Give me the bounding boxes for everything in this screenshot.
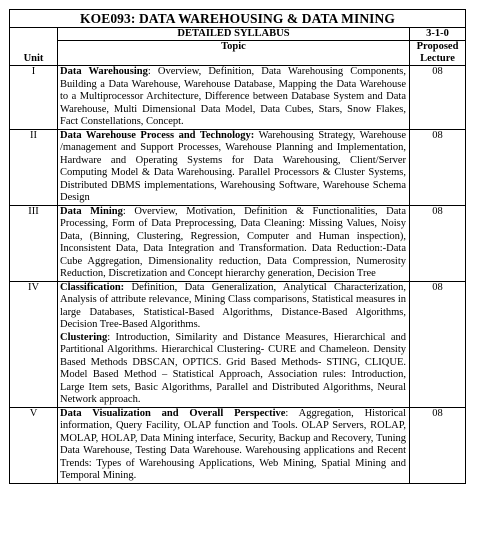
unit-number: IV bbox=[10, 281, 58, 407]
ltp-heading: 3-1-0 bbox=[410, 28, 466, 41]
syllabus-table bbox=[9, 9, 466, 484]
unit-row bbox=[10, 407, 466, 483]
topic-text: : Overview, Motivation, Definition & Functionalities, Data Processing, Form of Data Preprocessing, Data Cleaning: Missing Values, Noisy Data, (Binning, Clustering, Regression, Computer and Human inspection), Inconsistent Data, Data Integration and Transformation. Data Reduction:-Data Cube Aggregation, Dimensionality reduction, Data Compression, Numerosity Reduction, Discretization and Concept hierarchy generation, Decision Tree bbox=[60, 205, 406, 279]
header-row-1 bbox=[10, 28, 466, 41]
unit-topics bbox=[58, 66, 410, 130]
topic-text: : Aggregation, Historical information, Query Facility, OLAP function and Tools. OLAP Servers, ROLAP, MOLAP, HOLAP, Data Mining interface, Security, Backup and Recovery, Tuning Data Warehouse, Testing Data Warehouse. Warehousing applications and Recent Trends: Types of Warehousing Applications, Web Mining, Spatial Mining and Temporal Mining. bbox=[60, 407, 406, 481]
unit-row bbox=[10, 205, 466, 281]
lecture-count: 08 bbox=[410, 205, 466, 281]
topic-heading: Data Warehouse Process and Technology: bbox=[60, 129, 255, 141]
topic-heading: Data Warehousing bbox=[60, 66, 148, 77]
topic-text: : Introduction, Similarity and Distance Measures, Hierarchical and Partitional Algorithms. Hierarchical Clustering- CURE and Chameleon. Density Based Methods DBSCAN, OPTICS. Grid Based Methods- STING, CLIQUE. Model Based Method – Statistical Approach, Association rules: Introduction, Large Item sets, Basic Algorithms, Parallel and Distributed Algorithms, Neural Network approach. bbox=[60, 331, 406, 405]
topic-paragraph bbox=[60, 408, 406, 483]
unit-topics bbox=[58, 281, 410, 407]
topic-paragraph bbox=[60, 282, 406, 332]
unit-row bbox=[10, 129, 466, 205]
course-title: KOE093: DATA WAREHOUSING & DATA MINING bbox=[10, 10, 466, 28]
topic-heading: Data Mining bbox=[60, 205, 123, 217]
proposed-lecture-column-header: Proposed Lecture bbox=[410, 41, 466, 66]
detailed-syllabus-heading: DETAILED SYLLABUS bbox=[58, 28, 410, 41]
unit-column-header: Unit bbox=[10, 28, 58, 66]
header-row-2 bbox=[10, 41, 466, 66]
topic-heading: Data Visualization and Overall Perspective bbox=[60, 407, 286, 419]
topic-text: Definition, Data Generalization, Analytical Characterization, Analysis of attribute relevance, Mining Class comparisons, Statistical measures in large Databases, Statistical-Based Algorithms, Distance-Based Algorithms, Decision Tree-Based Algorithms. bbox=[60, 281, 406, 330]
lecture-count: 08 bbox=[410, 129, 466, 205]
unit-number: II bbox=[10, 129, 58, 205]
topic-paragraph bbox=[60, 66, 406, 129]
lecture-count: 08 bbox=[410, 281, 466, 407]
unit-topics bbox=[58, 407, 410, 483]
unit-number: V bbox=[10, 407, 58, 483]
unit-row bbox=[10, 281, 466, 407]
topic-text: : Overview, Definition, Data Warehousing Components, Building a Data Warehouse, Warehouse Database, Mapping the Data Warehouse to a Multiprocessor Architecture, Difference between Database System and Data Warehouse, Multi Dimensional Data Model, Data Cubes, Stars, Snow Flakes, Fact Constellations, Concept. bbox=[60, 66, 406, 127]
unit-row bbox=[10, 66, 466, 130]
topic-heading: Clustering bbox=[60, 331, 108, 343]
lecture-count: 08 bbox=[410, 407, 466, 483]
lecture-count: 08 bbox=[410, 66, 466, 130]
unit-topics bbox=[58, 205, 410, 281]
title-row bbox=[10, 10, 466, 28]
topic-paragraph bbox=[60, 130, 406, 205]
topic-heading: Classification: bbox=[60, 281, 125, 293]
topic-text: Warehousing Strategy, Warehouse /management and Support Processes, Warehouse Planning and Implementation, Hardware and Operating Systems for Data Warehousing, Client/Server Computing Model & Data Warehousing. Parallel Processors & Cluster Systems, Distributed DBMS implementations, Warehousing Software, Warehouse Schema Design bbox=[60, 129, 406, 203]
topic-paragraph bbox=[60, 206, 406, 281]
unit-number: I bbox=[10, 66, 58, 130]
unit-number: III bbox=[10, 205, 58, 281]
topic-paragraph bbox=[60, 332, 406, 407]
unit-topics bbox=[58, 129, 410, 205]
topic-column-header: Topic bbox=[58, 41, 410, 66]
